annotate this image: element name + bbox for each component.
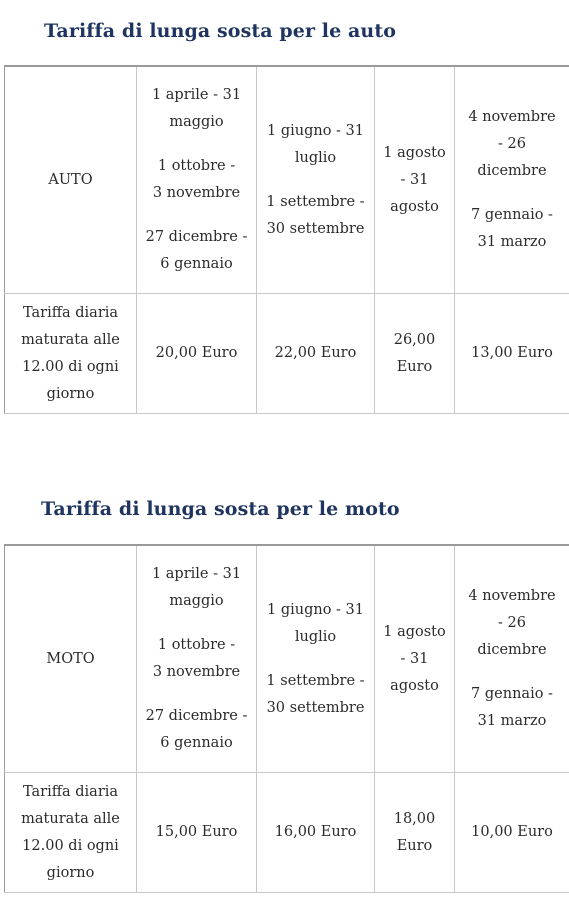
vehicle-type-label: AUTO — [48, 171, 93, 188]
rate-cell-2 — [257, 294, 375, 414]
rate-cell-4 — [455, 294, 569, 414]
period-line: 31 marzo — [477, 234, 547, 250]
period-line: 27 dicembre - — [145, 229, 248, 245]
period-line: 1 giugno - 31 — [266, 601, 364, 618]
period-column-3 — [375, 66, 455, 294]
rate-value: 16,00 Euro — [274, 824, 357, 840]
label-line: giorno — [46, 864, 95, 881]
period-line: 1 agosto — [383, 144, 446, 161]
period-line: maggio — [169, 593, 224, 609]
period-line: 4 novembre — [468, 588, 556, 604]
period-line: 7 gennaio - — [471, 207, 553, 223]
period-line: 1 settembre - — [266, 672, 365, 689]
period-line: 3 novembre — [152, 185, 241, 201]
period — [459, 583, 565, 664]
rate-cell-1 — [137, 294, 257, 414]
rate-cell-3 — [375, 294, 455, 414]
moto-periods-row — [5, 545, 569, 773]
period — [141, 632, 252, 686]
period — [459, 681, 565, 735]
rate-value: Euro — [396, 358, 433, 375]
period — [261, 189, 370, 243]
period-line: 6 gennaio — [160, 735, 233, 751]
rate-value: 15,00 Euro — [155, 824, 238, 840]
rate-value: 26,00 — [393, 331, 436, 348]
period-column-1 — [137, 66, 257, 294]
period — [261, 118, 370, 172]
rate-cell-1 — [137, 773, 257, 893]
period-line: 6 gennaio — [160, 256, 233, 272]
period — [261, 597, 370, 651]
auto-rates-row — [5, 294, 569, 414]
period-column-2 — [257, 66, 375, 294]
moto-rates-table — [4, 544, 569, 893]
period-line: dicembre — [477, 163, 547, 179]
period-line: 3 novembre — [152, 664, 241, 680]
period-line: 30 settembre — [266, 220, 365, 237]
period — [379, 619, 450, 700]
rate-cell-2 — [257, 773, 375, 893]
period-line: - 26 — [498, 615, 526, 631]
period-column-4 — [455, 545, 569, 773]
rate-cell-4 — [455, 773, 569, 893]
period — [141, 561, 252, 615]
period-line: - 26 — [498, 136, 526, 152]
label-line: Tariffa diaria — [22, 304, 119, 321]
auto-periods-row — [5, 66, 569, 294]
moto-rates-row — [5, 773, 569, 893]
period-line: 7 gennaio - — [471, 686, 553, 702]
period — [261, 668, 370, 722]
period-column-4 — [455, 66, 569, 294]
rate-value: 13,00 Euro — [471, 345, 553, 361]
period-line: 4 novembre — [468, 109, 556, 125]
vehicle-type-cell — [5, 545, 137, 773]
period-line: luglio — [294, 628, 337, 645]
period-line: 1 aprile - 31 — [151, 87, 242, 103]
period-column-2 — [257, 545, 375, 773]
rate-cell-3 — [375, 773, 455, 893]
label-line: Tariffa diaria — [22, 783, 119, 800]
period-line: agosto — [390, 677, 439, 694]
period-line: 1 settembre - — [266, 193, 365, 210]
period-line: - 31 — [400, 650, 429, 667]
period — [379, 140, 450, 221]
rate-row-label — [5, 294, 137, 414]
label-line: giorno — [46, 385, 95, 402]
period-line: agosto — [390, 198, 439, 215]
label-line: 12.00 di ogni — [22, 358, 119, 375]
rate-row-label — [5, 773, 137, 893]
rate-value: 18,00 — [393, 810, 436, 827]
period-line: luglio — [294, 149, 337, 166]
label-line: 12.00 di ogni — [22, 837, 119, 854]
period — [141, 224, 252, 278]
period-line: 30 settembre — [266, 699, 365, 716]
period — [141, 153, 252, 207]
period-line: 1 ottobre - — [157, 158, 236, 174]
period — [459, 202, 565, 256]
period — [141, 703, 252, 757]
rate-value: 10,00 Euro — [471, 824, 553, 840]
auto-section-title: Tariffa di lunga sosta per le auto — [44, 20, 396, 42]
rate-value: 20,00 Euro — [155, 345, 238, 361]
period — [459, 104, 565, 185]
label-line: maturata alle — [21, 331, 120, 348]
rate-value: Euro — [396, 837, 433, 854]
period-line: 1 agosto — [383, 623, 446, 640]
period-line: 1 giugno - 31 — [266, 122, 364, 139]
rate-value: 22,00 Euro — [274, 345, 357, 361]
period-line: 1 aprile - 31 — [151, 566, 242, 582]
label-line: maturata alle — [21, 810, 120, 827]
period-line: maggio — [169, 114, 224, 130]
vehicle-type-cell — [5, 66, 137, 294]
vehicle-type-label: MOTO — [46, 650, 95, 667]
period-line: - 31 — [400, 171, 429, 188]
period-line: 27 dicembre - — [145, 708, 248, 724]
moto-section-title: Tariffa di lunga sosta per le moto — [41, 498, 400, 520]
period — [141, 82, 252, 136]
period-line: 1 ottobre - — [157, 637, 236, 653]
period-column-1 — [137, 545, 257, 773]
period-column-3 — [375, 545, 455, 773]
period-line: dicembre — [477, 642, 547, 658]
period-line: 31 marzo — [477, 713, 547, 729]
auto-rates-table — [4, 65, 569, 414]
